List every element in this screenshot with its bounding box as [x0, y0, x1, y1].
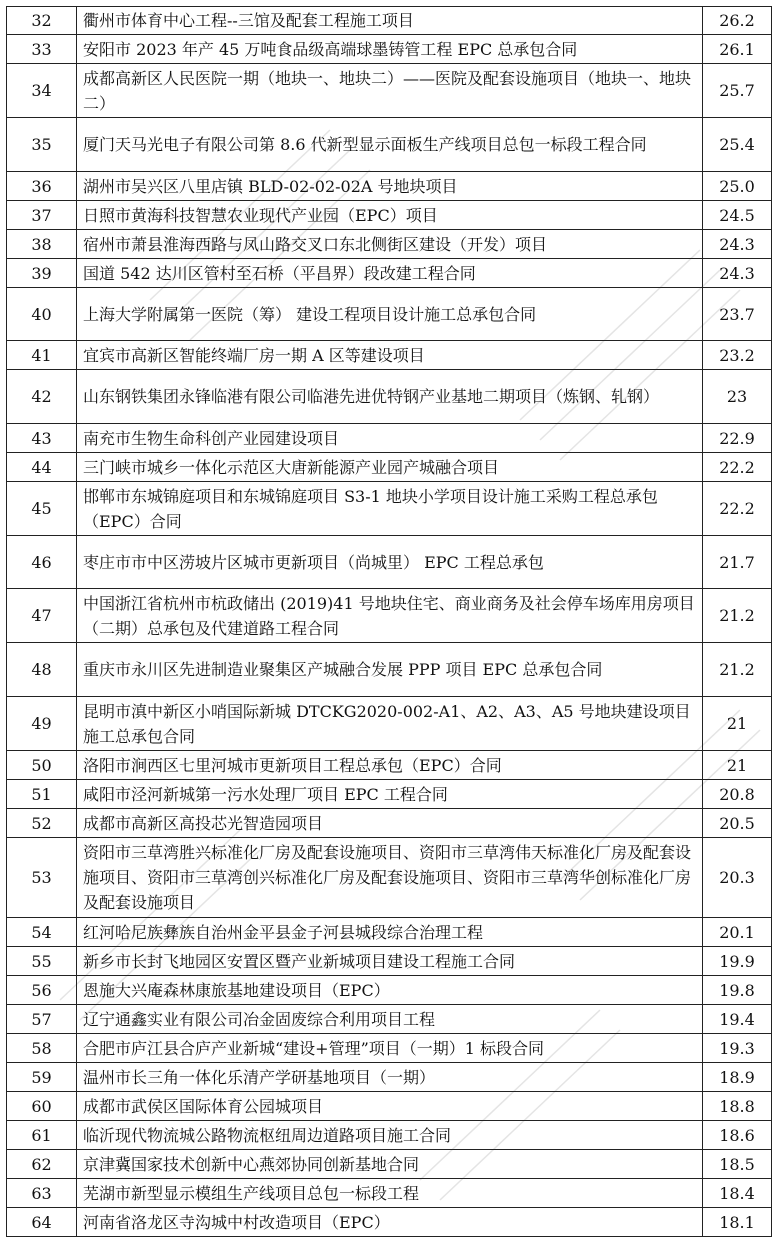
row-number: 64	[7, 1208, 77, 1237]
project-name: 日照市黄海科技智慧农业现代产业园（EPC）项目	[77, 201, 703, 230]
table-row	[7, 370, 772, 424]
project-name: 京津冀国家技术创新中心燕郊协同创新基地合同	[77, 1150, 703, 1179]
contract-value: 26.1	[703, 35, 772, 64]
contract-value: 23.7	[703, 288, 772, 341]
project-name: 宿州市萧县淮海西路与凤山路交叉口东北侧街区建设（开发）项目	[77, 230, 703, 259]
table-row	[7, 947, 772, 976]
project-name: 重庆市永川区先进制造业聚集区产城融合发展 PPP 项目 EPC 总承包合同	[77, 643, 703, 697]
contract-value: 21	[703, 751, 772, 780]
table-row	[7, 35, 772, 64]
row-number: 46	[7, 536, 77, 589]
row-number: 36	[7, 172, 77, 201]
table-row	[7, 453, 772, 482]
project-name: 咸阳市泾河新城第一污水处理厂项目 EPC 工程合同	[77, 780, 703, 809]
table-row	[7, 1092, 772, 1121]
contract-value: 18.4	[703, 1179, 772, 1208]
project-name: 临沂现代物流城公路物流枢纽周边道路项目施工合同	[77, 1121, 703, 1150]
project-name: 安阳市 2023 年产 45 万吨食品级高端球墨铸管工程 EPC 总承包合同	[77, 35, 703, 64]
row-number: 51	[7, 780, 77, 809]
row-number: 50	[7, 751, 77, 780]
project-name: 洛阳市涧西区七里河城市更新项目工程总承包（EPC）合同	[77, 751, 703, 780]
contract-value: 24.3	[703, 259, 772, 288]
table-row	[7, 259, 772, 288]
table-row	[7, 288, 772, 341]
row-number: 42	[7, 370, 77, 424]
project-name: 成都市武侯区国际体育公园城项目	[77, 1092, 703, 1121]
contract-value: 26.2	[703, 7, 772, 35]
project-name: 南充市生物生命科创产业园建设项目	[77, 424, 703, 453]
table-row	[7, 809, 772, 838]
project-name: 湖州市吴兴区八里店镇 BLD-02-02-02A 号地块项目	[77, 172, 703, 201]
table-row	[7, 118, 772, 172]
project-name: 中国浙江省杭州市杭政储出 (2019)41 号地块住宅、商业商务及社会停车场库用房项目（二期）总承包及代建道路工程合同	[77, 589, 703, 643]
table-row	[7, 482, 772, 536]
table-row	[7, 697, 772, 751]
project-name: 新乡市长封飞地园区安置区暨产业新城项目建设工程施工合同	[77, 947, 703, 976]
table-row	[7, 1150, 772, 1179]
contract-value: 18.6	[703, 1121, 772, 1150]
contract-value: 22.2	[703, 482, 772, 536]
project-name: 成都高新区人民医院一期（地块一、地块二）——医院及配套设施项目（地块一、地块二）	[77, 64, 703, 118]
contract-value: 21.7	[703, 536, 772, 589]
table-row	[7, 1034, 772, 1063]
table-row	[7, 1121, 772, 1150]
table-row	[7, 838, 772, 918]
project-name: 成都市高新区高投芯光智造园项目	[77, 809, 703, 838]
contract-value: 19.9	[703, 947, 772, 976]
contract-value: 21	[703, 697, 772, 751]
row-number: 58	[7, 1034, 77, 1063]
row-number: 54	[7, 918, 77, 947]
table-row	[7, 589, 772, 643]
contract-value: 22.2	[703, 453, 772, 482]
row-number: 39	[7, 259, 77, 288]
contract-value: 25.7	[703, 64, 772, 118]
table-row	[7, 230, 772, 259]
contract-value: 24.3	[703, 230, 772, 259]
project-name: 辽宁通鑫实业有限公司冶金固废综合利用项目工程	[77, 1005, 703, 1034]
project-name: 恩施大兴庵森林康旅基地建设项目（EPC）	[77, 976, 703, 1005]
contract-value: 20.5	[703, 809, 772, 838]
project-name: 枣庄市市中区涝坡片区城市更新项目（尚城里） EPC 工程总承包	[77, 536, 703, 589]
project-name: 国道 542 达川区管村至石桥（平昌界）段改建工程合同	[77, 259, 703, 288]
project-name: 三门峡市城乡一体化示范区大唐新能源产业园产城融合项目	[77, 453, 703, 482]
table-row	[7, 1005, 772, 1034]
project-table	[6, 6, 772, 1237]
row-number: 59	[7, 1063, 77, 1092]
table-row	[7, 1179, 772, 1208]
contract-value: 19.8	[703, 976, 772, 1005]
row-number: 63	[7, 1179, 77, 1208]
row-number: 52	[7, 809, 77, 838]
row-number: 37	[7, 201, 77, 230]
table-row	[7, 341, 772, 370]
table-row	[7, 918, 772, 947]
table-row	[7, 976, 772, 1005]
project-name: 衢州市体育中心工程--三馆及配套工程施工项目	[77, 7, 703, 35]
row-number: 40	[7, 288, 77, 341]
row-number: 43	[7, 424, 77, 453]
row-number: 44	[7, 453, 77, 482]
table-row	[7, 536, 772, 589]
row-number: 62	[7, 1150, 77, 1179]
project-name: 山东钢铁集团永锋临港有限公司临港先进优特钢产业基地二期项目（炼钢、轧钢）	[77, 370, 703, 424]
contract-value: 21.2	[703, 643, 772, 697]
row-number: 49	[7, 697, 77, 751]
table-row	[7, 172, 772, 201]
contract-value: 25.0	[703, 172, 772, 201]
row-number: 38	[7, 230, 77, 259]
row-number: 33	[7, 35, 77, 64]
row-number: 48	[7, 643, 77, 697]
row-number: 57	[7, 1005, 77, 1034]
project-name: 上海大学附属第一医院（筹） 建设工程项目设计施工总承包合同	[77, 288, 703, 341]
row-number: 55	[7, 947, 77, 976]
project-name: 芜湖市新型显示模组生产线项目总包一标段工程	[77, 1179, 703, 1208]
project-name: 合肥市庐江县合庐产业新城“建设+管理”项目（一期）1 标段合同	[77, 1034, 703, 1063]
project-name: 邯郸市东城锦庭项目和东城锦庭项目 S3-1 地块小学项目设计施工采购工程总承包（EPC）合同	[77, 482, 703, 536]
row-number: 34	[7, 64, 77, 118]
contract-value: 23.2	[703, 341, 772, 370]
row-number: 47	[7, 589, 77, 643]
contract-value: 18.9	[703, 1063, 772, 1092]
project-name: 河南省洛龙区寺沟城中村改造项目（EPC）	[77, 1208, 703, 1237]
project-name: 红河哈尼族彝族自治州金平县金子河县城段综合治理工程	[77, 918, 703, 947]
contract-value: 18.8	[703, 1092, 772, 1121]
row-number: 56	[7, 976, 77, 1005]
table-row	[7, 1063, 772, 1092]
contract-value: 18.1	[703, 1208, 772, 1237]
row-number: 41	[7, 341, 77, 370]
table-row	[7, 201, 772, 230]
row-number: 61	[7, 1121, 77, 1150]
contract-value: 20.3	[703, 838, 772, 918]
table-row	[7, 7, 772, 35]
table-row	[7, 64, 772, 118]
contract-value: 23	[703, 370, 772, 424]
contract-value: 21.2	[703, 589, 772, 643]
project-name: 宜宾市高新区智能终端厂房一期 A 区等建设项目	[77, 341, 703, 370]
project-name: 厦门天马光电子有限公司第 8.6 代新型显示面板生产线项目总包一标段工程合同	[77, 118, 703, 172]
contract-value: 19.4	[703, 1005, 772, 1034]
row-number: 45	[7, 482, 77, 536]
table-row	[7, 751, 772, 780]
contract-value: 20.1	[703, 918, 772, 947]
table-row	[7, 780, 772, 809]
row-number: 35	[7, 118, 77, 172]
project-name: 昆明市滇中新区小哨国际新城 DTCKG2020-002-A1、A2、A3、A5 号地块建设项目施工总承包合同	[77, 697, 703, 751]
project-name: 资阳市三草湾胜兴标准化厂房及配套设施项目、资阳市三草湾伟天标准化厂房及配套设施项目、资阳市三草湾创兴标准化厂房及配套设施项目、资阳市三草湾华创标准化厂房及配套设施项目	[77, 838, 703, 918]
contract-value: 18.5	[703, 1150, 772, 1179]
row-number: 60	[7, 1092, 77, 1121]
contract-value: 19.3	[703, 1034, 772, 1063]
table-row	[7, 1208, 772, 1237]
row-number: 53	[7, 838, 77, 918]
contract-value: 25.4	[703, 118, 772, 172]
row-number: 32	[7, 7, 77, 35]
contract-value: 20.8	[703, 780, 772, 809]
table-row	[7, 643, 772, 697]
contract-value: 22.9	[703, 424, 772, 453]
contract-value: 24.5	[703, 201, 772, 230]
project-name: 温州市长三角一体化乐清产学研基地项目（一期）	[77, 1063, 703, 1092]
table-row	[7, 424, 772, 453]
